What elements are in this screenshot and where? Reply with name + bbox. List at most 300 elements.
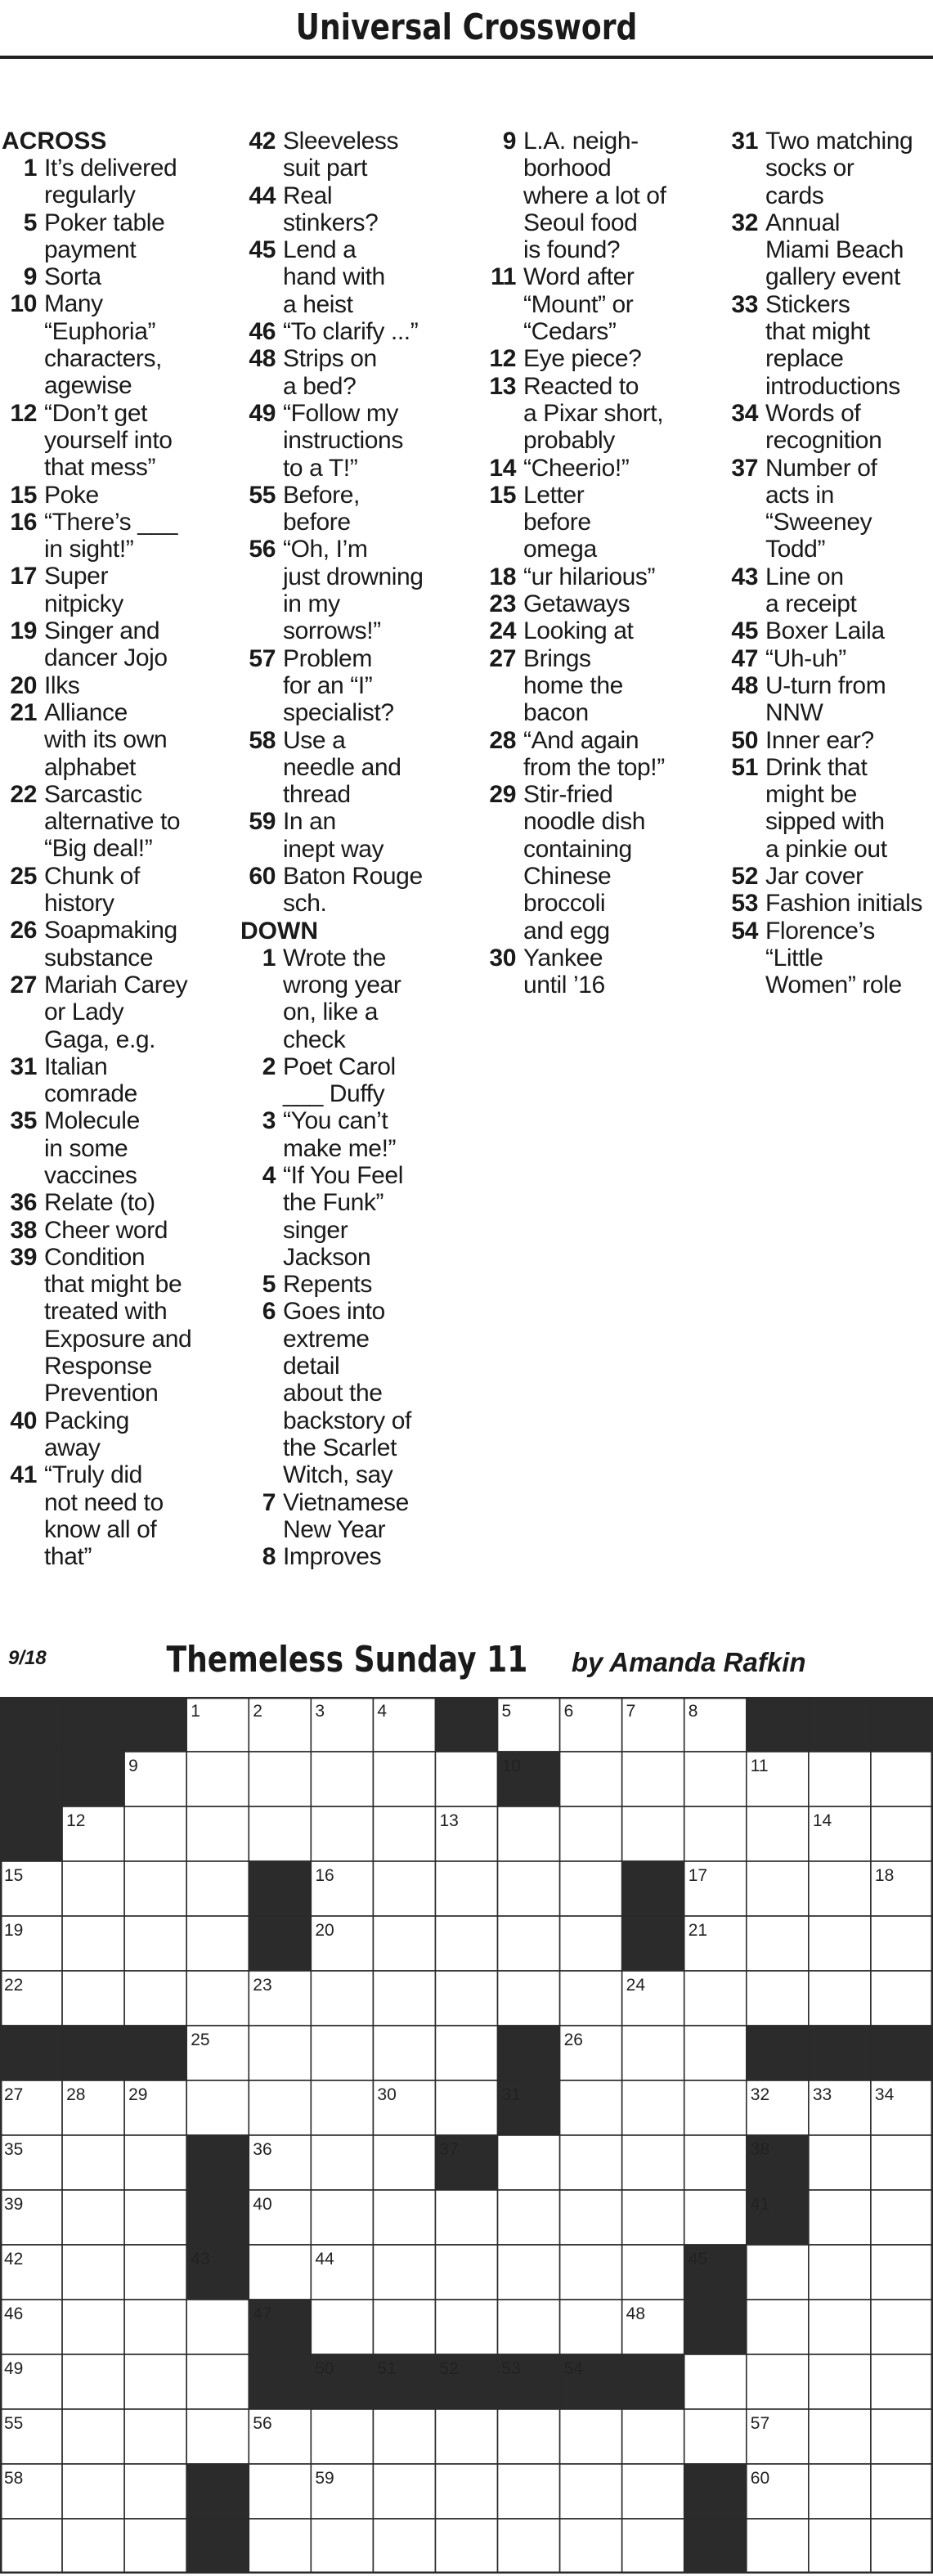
clue-text-line: Soapmaking: [44, 917, 177, 945]
grid-cell[interactable]: [809, 2354, 871, 2409]
grid-cell[interactable]: [373, 2409, 435, 2464]
clue-column-4: [723, 128, 932, 999]
grid-cell[interactable]: [186, 2409, 249, 2464]
grid-cell[interactable]: [871, 2135, 933, 2190]
grid-cell[interactable]: [124, 1971, 186, 2026]
cell-number: 48: [626, 2304, 646, 2323]
clue-28: [481, 727, 718, 782]
clue-text-line: dancer Jojo: [44, 644, 168, 672]
black-square: [186, 2190, 249, 2245]
clue-text: [283, 318, 478, 345]
grid-cell[interactable]: [560, 2409, 622, 2464]
cell-number: 14: [812, 1811, 832, 1830]
grid-cell[interactable]: [809, 1971, 871, 2026]
clue-text-line: to a T!”: [283, 454, 358, 482]
clue-text: [44, 781, 237, 863]
grid-cell[interactable]: [809, 2245, 871, 2300]
grid-cell[interactable]: [560, 2080, 622, 2135]
grid-cell[interactable]: [560, 1806, 622, 1861]
clue-12: [2, 400, 237, 482]
cell-number: 20: [315, 1921, 334, 1940]
clue-number: 12: [10, 399, 37, 427]
grid-cell[interactable]: [373, 2135, 435, 2190]
grid-cell[interactable]: [435, 2519, 497, 2574]
grid-cell[interactable]: [311, 1752, 373, 1806]
grid-cell[interactable]: [62, 2464, 124, 2519]
grid-cell[interactable]: [373, 2245, 435, 2300]
grid-cell[interactable]: [747, 2245, 809, 2300]
clue-text-line: replace: [765, 345, 844, 373]
grid-cell[interactable]: [684, 2080, 747, 2135]
clue-number: 21: [10, 698, 37, 726]
clue-text-line: know all of: [44, 1515, 157, 1543]
grid-cell[interactable]: [311, 2409, 373, 2464]
grid-cell[interactable]: [249, 2245, 311, 2300]
grid-cell[interactable]: [124, 2245, 186, 2300]
clue-text-line: yourself into: [44, 426, 173, 454]
clue-42: [240, 128, 478, 182]
grid-cell[interactable]: [373, 1861, 435, 1916]
grid-cell[interactable]: [186, 1806, 249, 1861]
puzzle-title-line: [0, 1639, 933, 1681]
clue-text-line: noodle dish: [523, 808, 646, 836]
cell-number: 38: [750, 2140, 770, 2159]
grid-cell[interactable]: [871, 2464, 933, 2519]
clue-text: [765, 727, 932, 754]
clue-number: 7: [262, 1488, 276, 1516]
clue-text-line: regularly: [44, 182, 136, 209]
grid-cell[interactable]: [62, 1916, 124, 1971]
grid-cell[interactable]: [871, 2245, 933, 2300]
grid-cell[interactable]: [498, 2409, 560, 2464]
clue-6: [240, 1298, 478, 1488]
grid-cell[interactable]: [435, 2245, 497, 2300]
clue-text-line: away: [44, 1434, 101, 1461]
grid-cell[interactable]: [560, 2245, 622, 2300]
clue-number: 47: [731, 644, 758, 672]
clue-text-line: home the: [523, 671, 623, 699]
grid-cell[interactable]: [809, 2190, 871, 2245]
grid-cell[interactable]: [622, 1752, 684, 1806]
black-square: [0, 1697, 62, 1752]
grid-cell[interactable]: [249, 2080, 311, 2135]
cell-number: 26: [563, 2031, 583, 2049]
grid-cell[interactable]: [622, 2135, 684, 2190]
grid-cell[interactable]: [498, 2135, 560, 2190]
grid-cell[interactable]: [560, 2190, 622, 2245]
grid-cell[interactable]: [435, 2409, 497, 2464]
grid-cell[interactable]: [311, 2026, 373, 2080]
cell-number: 23: [253, 1976, 272, 1995]
grid-cell[interactable]: [622, 2190, 684, 2245]
grid-cell[interactable]: [871, 2300, 933, 2354]
grid-cell[interactable]: [186, 2080, 249, 2135]
grid-cell[interactable]: [747, 1971, 809, 2026]
clue-number: 4: [262, 1161, 276, 1189]
grid-cell[interactable]: [373, 1806, 435, 1861]
cell-number: 49: [4, 2359, 24, 2378]
cell-number: 16: [315, 1866, 334, 1885]
grid-cell[interactable]: [871, 2354, 933, 2409]
grid-cell[interactable]: [311, 2135, 373, 2190]
grid-cell[interactable]: [622, 2026, 684, 2080]
clue-text-line: sch.: [283, 890, 327, 918]
clue-text: [523, 727, 718, 782]
grid-cell[interactable]: [124, 2300, 186, 2354]
grid-cell[interactable]: [435, 1752, 497, 1806]
grid-cell[interactable]: [311, 2190, 373, 2245]
grid-cell[interactable]: [560, 2135, 622, 2190]
masthead-title: Universal Crossword: [295, 7, 638, 48]
grid-cell[interactable]: [809, 2135, 871, 2190]
grid-cell[interactable]: [809, 2519, 871, 2574]
grid-cell[interactable]: [249, 2026, 311, 2080]
grid-cell[interactable]: [498, 2300, 560, 2354]
cell-number: 6: [563, 1702, 574, 1721]
grid-cell[interactable]: [809, 1752, 871, 1806]
grid-cell[interactable]: [435, 2190, 497, 2245]
grid-cell[interactable]: [249, 2519, 311, 2574]
clue-text-line: Exposure and: [44, 1325, 192, 1353]
grid-cell[interactable]: [435, 2026, 497, 2080]
clue-number: 56: [249, 536, 276, 563]
cell-number: 59: [315, 2469, 334, 2488]
clue-text-line: until ’16: [523, 972, 605, 999]
black-square: [62, 1752, 124, 1806]
grid-cell[interactable]: [373, 2190, 435, 2245]
clue-text-line: containing: [523, 835, 632, 863]
grid-cell[interactable]: [435, 2464, 497, 2519]
grid-cell[interactable]: [871, 2190, 933, 2245]
clue-57: [240, 645, 478, 727]
grid-cell[interactable]: [62, 1861, 124, 1916]
clue-48: [723, 672, 932, 727]
cell-number: 46: [4, 2304, 24, 2323]
cell-number: 11: [750, 1757, 769, 1775]
clue-text-line: “Oh, I’m: [283, 536, 368, 563]
clue-15: [2, 482, 237, 509]
grid-cell[interactable]: [809, 1861, 871, 1916]
grid-cell[interactable]: [498, 1971, 560, 2026]
clue-text-line: Fashion initials: [765, 890, 923, 918]
grid-cell[interactable]: [311, 1971, 373, 2026]
grid-cell[interactable]: [560, 1752, 622, 1806]
clue-number: 35: [10, 1107, 37, 1135]
clue-text-line: Poke: [44, 481, 99, 509]
grid-cell[interactable]: [809, 1916, 871, 1971]
clue-number: 41: [10, 1461, 37, 1489]
clue-text: [44, 1244, 237, 1407]
clue-text-line: about the: [283, 1380, 383, 1407]
clue-number: 6: [262, 1298, 276, 1326]
grid-cell[interactable]: [62, 2190, 124, 2245]
clue-text-line: treated with: [44, 1298, 168, 1326]
grid-cell[interactable]: [560, 1971, 622, 2026]
grid-cell[interactable]: [435, 1861, 497, 1916]
clue-column-2: [240, 128, 478, 1570]
clue-number: 1: [262, 944, 276, 972]
grid-cell[interactable]: [684, 1806, 747, 1861]
grid-cell[interactable]: [249, 2464, 311, 2519]
clue-text-line: characters,: [44, 345, 162, 373]
clue-text: [283, 128, 478, 182]
grid-cell[interactable]: [435, 2300, 497, 2354]
grid-cell[interactable]: [684, 1971, 747, 2026]
grid-cell[interactable]: [373, 1916, 435, 1971]
grid-cell[interactable]: [311, 1806, 373, 1861]
clue-text-line: or Lady: [44, 999, 124, 1026]
clue-text-line: “And again: [523, 726, 639, 754]
grid-cell[interactable]: [62, 2245, 124, 2300]
clue-number: 57: [249, 644, 276, 672]
clue-text-line: in sight!”: [44, 536, 134, 563]
clue-30: [481, 945, 718, 999]
clue-text: [44, 509, 237, 563]
cell-number: 34: [874, 2085, 895, 2104]
clue-text: [44, 209, 237, 264]
across-heading: ACROSS: [2, 128, 107, 155]
clue-text: [765, 563, 932, 618]
clue-text: [765, 918, 932, 999]
clue-45: [240, 236, 478, 318]
cell-number: 28: [66, 2085, 86, 2104]
clue-text: [523, 455, 718, 482]
grid-cell[interactable]: [373, 2464, 435, 2519]
grid-cell[interactable]: [124, 2409, 186, 2464]
clue-text-line: singer: [283, 1216, 348, 1244]
grid-cell[interactable]: [747, 1916, 809, 1971]
grid-cell[interactable]: [684, 2026, 747, 2080]
grid-cell[interactable]: [809, 2464, 871, 2519]
black-square: [622, 1916, 684, 1971]
clue-number: 29: [489, 781, 516, 809]
clue-text-line: a bed?: [283, 372, 357, 400]
clue-number: 49: [249, 399, 276, 427]
grid-cell[interactable]: [62, 1971, 124, 2026]
grid-cell[interactable]: [622, 2464, 684, 2519]
grid-cell[interactable]: [622, 2519, 684, 2574]
clue-text-line: Chunk of: [44, 862, 140, 890]
grid-cell[interactable]: [560, 2300, 622, 2354]
clue-text: [44, 1107, 237, 1189]
grid-cell[interactable]: [871, 1752, 933, 1806]
clue-text-line: probably: [523, 427, 615, 455]
grid-cell[interactable]: [124, 2519, 186, 2574]
clue-14: [481, 455, 718, 482]
grid-cell[interactable]: [871, 2519, 933, 2574]
grid-cell[interactable]: [124, 2190, 186, 2245]
clue-54: [723, 918, 932, 999]
clue-text: [44, 1053, 237, 1108]
clue-number: 27: [10, 971, 37, 999]
clue-text: [44, 1217, 237, 1244]
grid-cell[interactable]: [186, 1861, 249, 1916]
clue-text-line: Sorta: [44, 263, 101, 291]
black-square: [0, 1752, 62, 1806]
grid-cell[interactable]: [249, 1752, 311, 1806]
grid-cell[interactable]: [871, 1971, 933, 2026]
clue-text: [765, 754, 932, 863]
grid-cell[interactable]: [622, 2080, 684, 2135]
grid-cell[interactable]: [186, 1971, 249, 2026]
grid-cell[interactable]: [62, 2409, 124, 2464]
clue-text: [765, 291, 932, 400]
grid-cell[interactable]: [498, 2245, 560, 2300]
grid-cell[interactable]: [311, 2519, 373, 2574]
grid-cell[interactable]: [186, 1752, 249, 1806]
clue-text-line: “Don’t get: [44, 399, 148, 427]
grid-cell[interactable]: [62, 2300, 124, 2354]
grid-cell[interactable]: [124, 1861, 186, 1916]
clue-1: [2, 155, 237, 209]
grid-cell[interactable]: [62, 2519, 124, 2574]
grid-cell[interactable]: [124, 1916, 186, 1971]
cell-number: 51: [377, 2359, 397, 2378]
grid-cell[interactable]: [62, 2135, 124, 2190]
clue-text: [44, 263, 237, 290]
clue-text: [283, 727, 478, 809]
grid-cell[interactable]: [747, 2300, 809, 2354]
grid-cell[interactable]: [373, 2026, 435, 2080]
grid-cell[interactable]: [498, 1806, 560, 1861]
clue-text: [523, 128, 718, 263]
grid-cell[interactable]: [124, 2464, 186, 2519]
clue-text-line: extreme: [283, 1325, 370, 1353]
clue-text-line: Stickers: [765, 290, 850, 318]
clue-number: 38: [10, 1216, 37, 1244]
clue-number: 9: [23, 263, 37, 291]
grid-cell[interactable]: [186, 1916, 249, 1971]
grid-cell[interactable]: [622, 2409, 684, 2464]
cell-number: 44: [315, 2250, 334, 2269]
grid-cell[interactable]: [373, 1971, 435, 2026]
grid-cell[interactable]: [124, 2354, 186, 2409]
clue-text-line: alphabet: [44, 753, 136, 781]
cell-number: 17: [688, 1866, 708, 1885]
grid-cell[interactable]: [684, 1752, 747, 1806]
grid-cell[interactable]: [373, 2519, 435, 2574]
clue-number: 15: [489, 481, 516, 509]
grid-cell[interactable]: [498, 2464, 560, 2519]
grid-cell[interactable]: [186, 2354, 249, 2409]
clue-text-line: where a lot of: [523, 182, 666, 209]
grid-cell[interactable]: [0, 2519, 62, 2574]
grid-cell[interactable]: [373, 1752, 435, 1806]
grid-cell[interactable]: [124, 1806, 186, 1861]
clue-48: [240, 345, 478, 400]
grid-cell[interactable]: [871, 2409, 933, 2464]
grid-cell[interactable]: [249, 1806, 311, 1861]
clue-text-line: It’s delivered: [44, 155, 177, 182]
clue-text-line: Boxer Laila: [765, 617, 885, 645]
grid-cell[interactable]: [186, 2300, 249, 2354]
grid-cell[interactable]: [498, 2190, 560, 2245]
clue-number: 45: [249, 236, 276, 264]
clue-text-line: “Cheerio!”: [523, 454, 630, 482]
clue-text-line: Sarcastic: [44, 780, 142, 808]
clue-text: [44, 1407, 237, 1462]
grid-cell[interactable]: [747, 2519, 809, 2574]
cell-number: 2: [253, 1702, 262, 1721]
grid-cell[interactable]: [809, 2409, 871, 2464]
cell-number: 36: [253, 2140, 272, 2159]
clue-17: [2, 563, 237, 617]
grid-cell[interactable]: [311, 2300, 373, 2354]
clue-number: 59: [249, 808, 276, 836]
cell-number: 35: [4, 2140, 24, 2159]
grid-cell[interactable]: [747, 1806, 809, 1861]
black-square: [871, 1697, 933, 1752]
clue-19: [2, 617, 237, 672]
grid-cell[interactable]: [62, 2354, 124, 2409]
grid-cell[interactable]: [809, 2300, 871, 2354]
clue-text-line: Yankee: [523, 944, 603, 972]
grid-cell[interactable]: [498, 1861, 560, 1916]
grid-cell[interactable]: [124, 2135, 186, 2190]
clue-text-line: Stir-fried: [523, 781, 613, 809]
clue-number: 3: [262, 1107, 276, 1135]
grid-cell[interactable]: [560, 1916, 622, 1971]
clue-8: [240, 1543, 478, 1570]
clue-text-line: Super: [44, 563, 109, 590]
clue-text: [523, 482, 718, 563]
clue-text: [283, 1489, 478, 1544]
grid-cell[interactable]: [684, 2135, 747, 2190]
clue-44: [240, 182, 478, 237]
grid-cell[interactable]: [435, 1916, 497, 1971]
grid-cell[interactable]: [871, 1916, 933, 1971]
cell-number: 33: [812, 2085, 832, 2104]
clue-text: [283, 945, 478, 1053]
grid-cell[interactable]: [373, 2300, 435, 2354]
clue-text-line: Goes into: [283, 1298, 385, 1326]
grid-cell[interactable]: [622, 2245, 684, 2300]
clue-number: 60: [249, 863, 276, 891]
clue-text: [765, 645, 932, 672]
grid-cell[interactable]: [435, 1971, 497, 2026]
grid-cell[interactable]: [684, 2190, 747, 2245]
clue-text-line: from the top!”: [523, 753, 665, 781]
clue-text-line: cards: [765, 182, 824, 209]
grid-cell[interactable]: [622, 1806, 684, 1861]
grid-cell[interactable]: [498, 1916, 560, 1971]
cell-number: 50: [315, 2359, 334, 2378]
grid-cell[interactable]: [498, 2519, 560, 2574]
grid-cell[interactable]: [560, 2464, 622, 2519]
grid-cell[interactable]: [871, 1806, 933, 1861]
clue-text-line: Italian: [44, 1052, 108, 1080]
clue-text-line: Sleeveless: [283, 128, 399, 155]
clue-text-line: Molecule: [44, 1107, 140, 1135]
clue-1: [240, 945, 478, 1053]
clue-number: 54: [731, 917, 758, 945]
grid-cell[interactable]: [435, 2080, 497, 2135]
grid-cell[interactable]: [560, 2519, 622, 2574]
clue-text: [283, 1543, 478, 1570]
grid-cell[interactable]: [747, 2354, 809, 2409]
grid-cell[interactable]: [747, 1861, 809, 1916]
black-square: [684, 2519, 747, 2574]
grid-cell[interactable]: [311, 2080, 373, 2135]
grid-cell[interactable]: [684, 2354, 747, 2409]
clue-number: 15: [10, 481, 37, 509]
clue-text: [283, 182, 478, 237]
grid-cell[interactable]: [560, 1861, 622, 1916]
cell-number: 30: [377, 2085, 397, 2104]
grid-cell[interactable]: [684, 2409, 747, 2464]
clue-text: [283, 808, 478, 863]
clue-text-line: a pinkie out: [765, 835, 887, 863]
